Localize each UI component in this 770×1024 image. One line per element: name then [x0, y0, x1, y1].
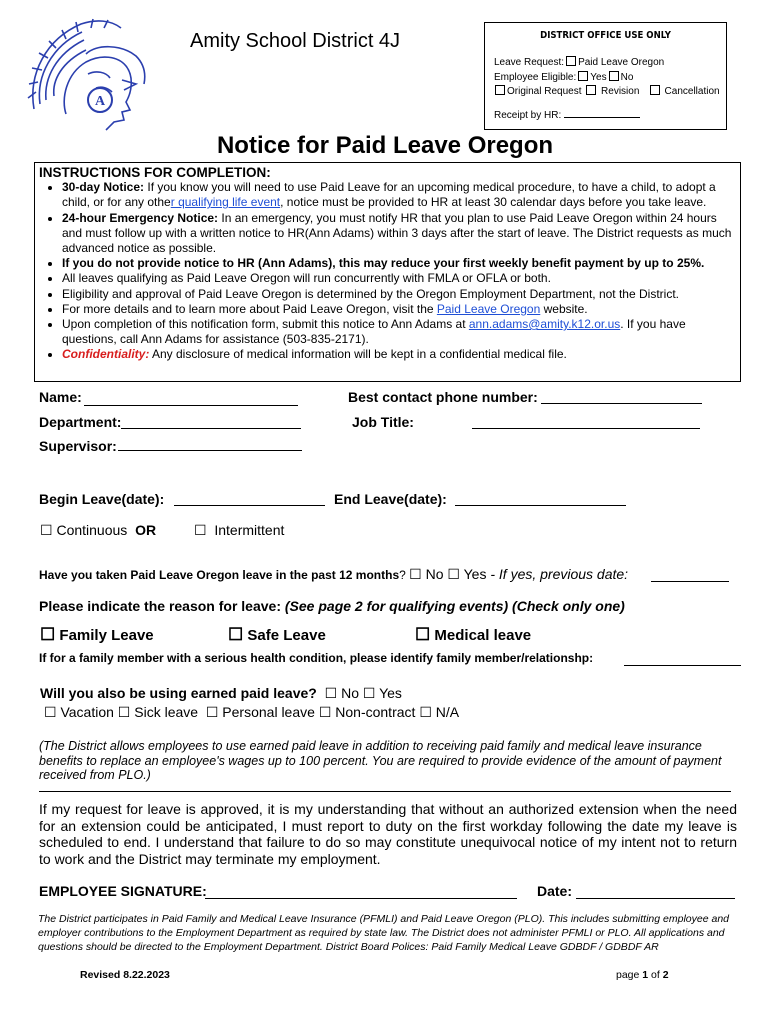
original-request-checkbox[interactable] — [495, 85, 505, 95]
eligible-yes-checkbox[interactable] — [578, 71, 588, 81]
list-item: • If you do not provide notice to HR (Ann Adams), this may reduce your first weekly benefit payment by up to 25%. — [62, 256, 740, 271]
divider — [39, 791, 731, 792]
family-member-field[interactable] — [624, 665, 741, 666]
earned-yes-checkbox[interactable]: ☐ — [362, 685, 376, 701]
leave-request-row: Leave Request: Paid Leave Oregon — [494, 57, 665, 68]
page-title: Notice for Paid Leave Oregon — [216, 132, 554, 159]
past-yes-checkbox[interactable]: ☐ — [447, 566, 460, 582]
qualifying-event-link[interactable]: r qualifying life event — [170, 195, 281, 210]
district-name: Amity School District 4J — [190, 30, 401, 52]
date-field[interactable] — [576, 898, 735, 899]
family-leave-option[interactable]: ☐ Family Leave — [40, 625, 154, 644]
understanding-paragraph: If my request for leave is approved, it is my understanding that without an authorized extension when the need for an extension could be anticipated, I must report to duty on the first workday following the date my leave is scheduled to end. I understand that failure to do so may constitute unequivocal notice of my intent not to return to work and the District may terminate my employment. — [39, 801, 737, 867]
name-label: Name: — [39, 389, 82, 405]
paid-leave-checkbox[interactable] — [566, 56, 576, 66]
job-title-field[interactable] — [472, 428, 700, 429]
instructions-list — [35, 180, 740, 362]
family-leave-checkbox[interactable]: ☐ — [40, 625, 56, 644]
district-allows-note: (The District allows employees to use earned paid leave in addition to receiving paid family and medical leave insurance benefits to replace an employee's wages up to 100 percent. You are required to provide evidence of the amount of payment received from PLO.) — [39, 739, 722, 782]
past-leave-question: Have you taken Paid Leave Oregon leave in the past 12 months? ☐ No ☐ Yes - If yes, previous date: — [39, 566, 629, 582]
logo-letter: A — [94, 94, 106, 109]
begin-leave-label: Begin Leave(date): — [39, 491, 165, 507]
family-member-label: If for a family member with a serious health condition, please identify family member/relationshp: — [39, 651, 594, 665]
receipt-field[interactable] — [564, 109, 640, 118]
request-type-row: Original Request Revision Cancellation — [493, 85, 720, 97]
earned-no-checkbox[interactable]: ☐ — [324, 685, 338, 701]
paid-leave-oregon-link[interactable]: Paid Leave Oregon — [436, 301, 541, 316]
phone-label: Best contact phone number: — [348, 389, 538, 405]
department-field[interactable] — [121, 428, 301, 429]
sick-checkbox[interactable]: ☐ — [117, 704, 131, 720]
date-label: Date: — [537, 883, 573, 899]
job-title-label: Job Title: — [352, 414, 414, 430]
intermittent-checkbox[interactable]: ☐ — [194, 522, 207, 538]
list-item: • For more details and to learn more about Paid Leave Oregon, visit the Paid Leave Oregon website. — [62, 302, 740, 317]
list-item: • All leaves qualifying as Paid Leave Oregon will run concurrently with FMLA or OFLA or both. — [62, 271, 740, 286]
end-leave-field[interactable] — [455, 505, 626, 506]
school-logo — [26, 14, 166, 132]
personal-checkbox[interactable]: ☐ — [205, 704, 219, 720]
begin-leave-field[interactable] — [174, 505, 325, 506]
name-field[interactable] — [84, 405, 298, 406]
continuous-option[interactable]: ☐ Continuous OR — [40, 522, 157, 538]
list-item: • Confidentiality: Any disclosure of medical information will be kept in a confidential medical file. — [62, 347, 740, 362]
supervisor-field[interactable] — [118, 450, 302, 451]
intermittent-option[interactable]: ☐ Intermittent — [194, 522, 285, 538]
reason-heading: Please indicate the reason for leave: (See page 2 for qualifying events) (Check only one) — [39, 598, 625, 614]
footer-note: The District participates in Paid Family and Medical Leave Insurance (PFMLI) and Paid Leave Oregon (PLO). This includes submitting employee and employer contributions to the Employment Department as required by state law. The District does not administer PFMLI or PLO. All applications and questions should be directed to the Employment Department. District Board Polices: Paid Family Medical Leave GDBDF / GDBDF AR — [38, 913, 729, 953]
continuous-checkbox[interactable]: ☐ — [40, 522, 53, 538]
signature-field[interactable] — [205, 898, 517, 899]
instructions-box — [34, 162, 741, 382]
instructions-heading: INSTRUCTIONS FOR COMPLETION: — [39, 165, 271, 180]
department-label: Department: — [39, 414, 122, 430]
safe-leave-checkbox[interactable]: ☐ — [228, 625, 244, 644]
na-checkbox[interactable]: ☐ — [419, 704, 432, 720]
list-item: • Eligibility and approval of Paid Leave Oregon is determined by the Oregon Employment Department, not the District. — [62, 287, 740, 302]
eligible-row: Employee Eligible: Yes No — [494, 72, 634, 83]
list-item: • 30-day Notice: If you know you will need to use Paid Leave for an upcoming medical procedure, to have a child, to adopt a child, or for any other qualifying life event, notice must be provided to HR at least 30 calendar days before you take leave. — [62, 180, 740, 210]
medical-leave-option[interactable]: ☐ Medical leave — [415, 625, 532, 644]
vacation-checkbox[interactable]: ☐ — [44, 704, 57, 720]
eligible-no-checkbox[interactable] — [609, 71, 619, 81]
page-number: page 1 of 2 — [616, 969, 669, 981]
email-link[interactable]: ann.adams@amity.k12.or.us — [468, 317, 621, 332]
district-office-box — [484, 22, 727, 130]
previous-date-field[interactable] — [651, 581, 729, 582]
past-no-checkbox[interactable]: ☐ — [409, 566, 422, 582]
supervisor-label: Supervisor: — [39, 438, 117, 454]
phone-field[interactable] — [541, 403, 702, 404]
earned-leave-question: Will you also be using earned paid leave? ☐ No ☐ Yes — [40, 685, 402, 701]
office-box-title: DISTRICT OFFICE USE ONLY — [540, 30, 671, 41]
list-item: • Upon completion of this notification form, submit this notice to Ann Adams at ann.adams@amity.k12.or.us. If you have questions, call Ann Adams for assistance (503-835-2171). — [62, 317, 740, 347]
noncontract-checkbox[interactable]: ☐ — [318, 704, 332, 720]
medical-leave-checkbox[interactable]: ☐ — [415, 625, 431, 644]
signature-label: EMPLOYEE SIGNATURE: — [39, 883, 207, 899]
receipt-row: Receipt by HR: — [494, 109, 640, 121]
safe-leave-option[interactable]: ☐ Safe Leave — [228, 625, 326, 644]
revision-checkbox[interactable] — [586, 85, 596, 95]
revised-date: Revised 8.22.2023 — [80, 969, 170, 981]
end-leave-label: End Leave(date): — [334, 491, 447, 507]
earned-leave-types: ☐ Vacation ☐ Sick leave ☐ Personal leave ☐ Non-contract ☐ N/A — [44, 704, 460, 720]
cancellation-checkbox[interactable] — [650, 85, 660, 95]
list-item: • 24-hour Emergency Notice: In an emergency, you must notify HR that you plan to use Paid Leave Oregon within 24 hours and must follow up with a written notice to HR(Ann Adams) within 3 days after the start of leave. The District requests as much advanced notice as possible. — [62, 211, 740, 257]
